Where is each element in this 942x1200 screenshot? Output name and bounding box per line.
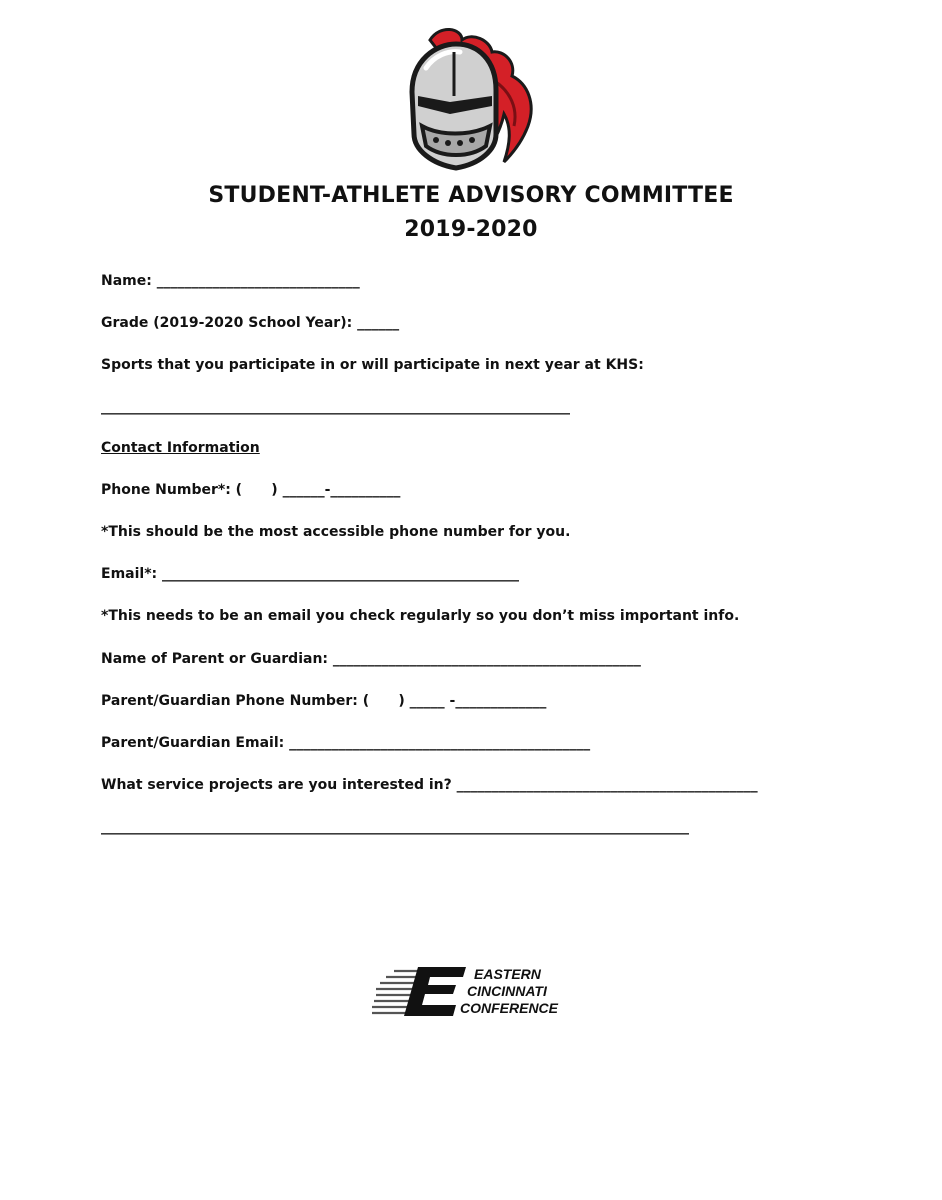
form-year: 2019-2020 [404,217,538,242]
email-note: *This needs to be an email you check regularly so you don’t miss important info. [101,608,740,624]
name-field[interactable]: Name: _____________________________ [101,273,360,289]
parent-phone-field[interactable]: Parent/Guardian Phone Number: ( ) _____ -_____________ [101,693,547,709]
service-projects-line[interactable]: ____________________________________________________________________________________ [101,819,689,835]
phone-note: *This should be the most accessible phone number for you. [101,524,571,540]
logo-text-line2: CINCINNATI [467,983,547,999]
form-title: STUDENT-ATHLETE ADVISORY COMMITTEE [208,183,734,208]
service-projects-field[interactable]: What service projects are you interested in? ___________________________________________ [101,777,758,793]
grade-field[interactable]: Grade (2019-2020 School Year): ______ [101,315,400,331]
parent-name-field[interactable]: Name of Parent or Guardian: ____________________________________________ [101,651,641,667]
e-letter-mark [404,967,466,1016]
contact-information-heading: Contact Information [101,440,260,456]
email-field[interactable]: Email*: ___________________________________________________ [101,566,519,582]
knight-helmet-logo [400,22,540,174]
sports-field[interactable]: ___________________________________________________________________ [101,399,570,415]
logo-text-line3: CONFERENCE [460,1000,559,1016]
parent-email-field[interactable]: Parent/Guardian Email: ___________________________________________ [101,735,591,751]
logo-text-line1: EASTERN [474,966,541,982]
eastern-cincinnati-conference-logo [370,963,575,1021]
phone-field[interactable]: Phone Number*: ( ) ______-__________ [101,482,401,498]
sports-label: Sports that you participate in or will participate in next year at KHS: [101,357,644,373]
